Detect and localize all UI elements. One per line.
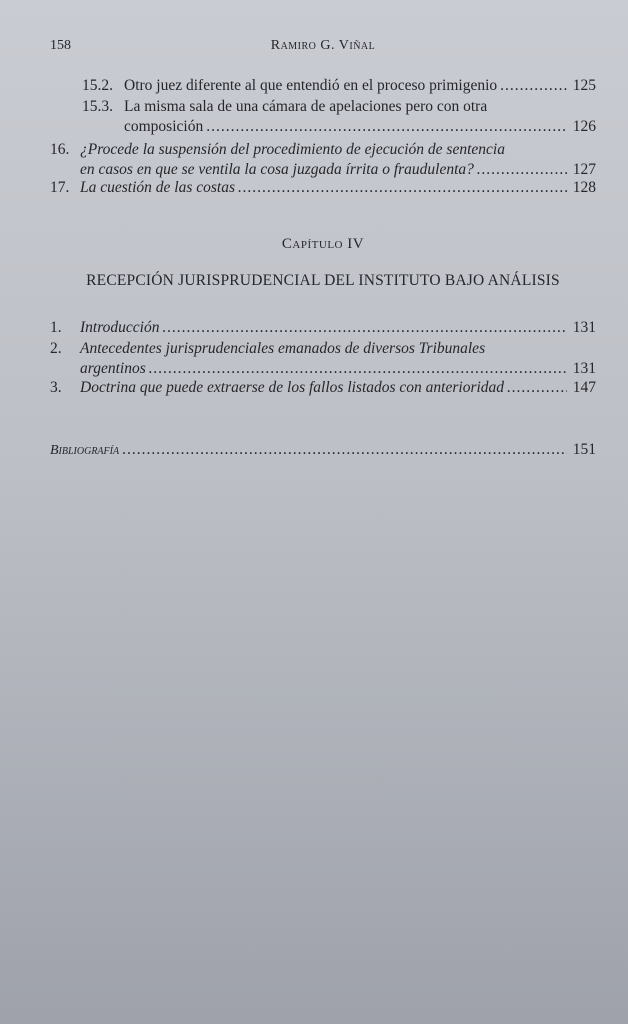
toc-entry-title-cont: argentinos xyxy=(80,360,146,377)
toc-entry-number: 15.2. xyxy=(82,77,113,94)
toc-entry-title: Introducción xyxy=(80,319,160,336)
toc-entry-15-3 xyxy=(50,97,596,137)
toc-entry-15-2 xyxy=(50,76,596,96)
toc-entry-page: 151 xyxy=(572,441,596,458)
toc-entry-number: 1. xyxy=(50,319,62,336)
toc-entry-number: 2. xyxy=(50,340,62,357)
dot-leader xyxy=(149,359,567,379)
page-number: 158 xyxy=(50,38,71,53)
page-shadow xyxy=(0,470,628,1024)
toc-entry-title: Antecedentes jurisprudenciales emanados de diversos Tribunales xyxy=(80,340,486,357)
toc-entry-1 xyxy=(50,318,596,338)
toc-entry-3 xyxy=(50,378,596,398)
toc-entry-16 xyxy=(50,140,596,180)
toc-entry-page: 126 xyxy=(572,118,596,135)
dot-leader xyxy=(477,160,567,180)
bibliography-label: Bibliografía xyxy=(50,443,120,458)
dot-leader xyxy=(507,378,567,398)
toc-entry-page: 131 xyxy=(572,319,596,336)
dot-leader xyxy=(206,117,567,137)
toc-entry-page: 127 xyxy=(572,161,596,178)
chapter-label: Capítulo IV xyxy=(281,236,365,252)
toc-entry-2 xyxy=(50,339,596,379)
page-header xyxy=(50,38,596,58)
toc-entry-title: La cuestión de las costas xyxy=(80,179,235,196)
dot-leader xyxy=(122,440,567,460)
toc-entry-title: ¿Procede la suspensión del procedimiento de ejecución de sentencia xyxy=(80,141,505,158)
dot-leader xyxy=(238,178,567,198)
dot-leader xyxy=(500,76,567,96)
toc-entry-bibliography xyxy=(50,440,596,460)
toc-entry-17 xyxy=(50,178,596,198)
toc-entry-number: 17. xyxy=(50,179,70,196)
toc-entry-page: 131 xyxy=(572,360,596,377)
toc-entry-page: 128 xyxy=(572,179,596,196)
toc-entry-title: La misma sala de una cámara de apelaciones pero con otra xyxy=(124,98,488,115)
dot-leader xyxy=(163,318,568,338)
toc-entry-page: 147 xyxy=(572,379,596,396)
toc-entry-number: 16. xyxy=(50,141,70,158)
toc-entry-title-cont: composición xyxy=(124,118,204,135)
toc-entry-title-cont: en casos en que se ventila la cosa juzgada írrita o fraudulenta? xyxy=(80,161,474,178)
running-head: Ramiro G. Viñal xyxy=(270,38,376,53)
toc-entry-number: 15.3. xyxy=(82,98,113,115)
toc-entry-title: Otro juez diferente al que entendió en el proceso primigenio xyxy=(124,77,498,94)
toc-entry-number: 3. xyxy=(50,379,62,396)
chapter-title: RECEPCIÓN JURISPRUDENCIAL DEL INSTITUTO BAJO ANÁLISIS xyxy=(86,272,560,289)
toc-entry-page: 125 xyxy=(572,77,596,94)
toc-entry-title: Doctrina que puede extraerse de los fallos listados con anterioridad xyxy=(80,379,505,396)
